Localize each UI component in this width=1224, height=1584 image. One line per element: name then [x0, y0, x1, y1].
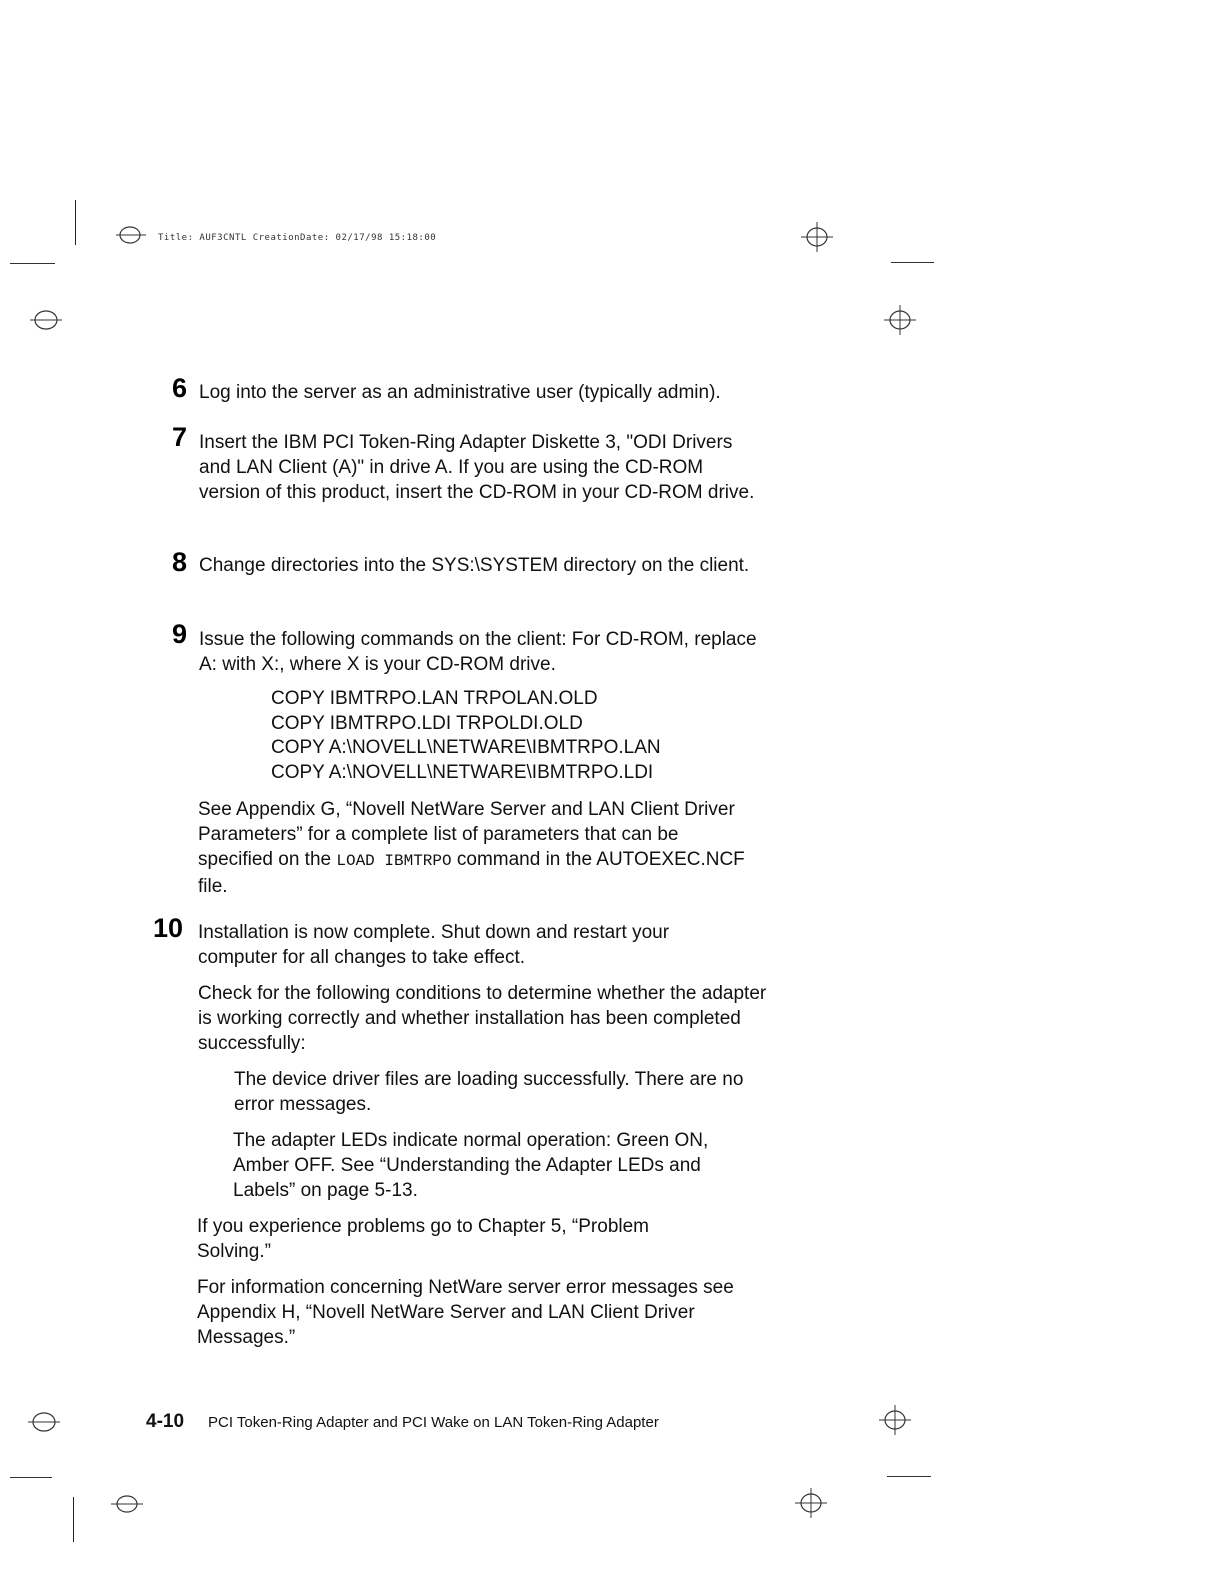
registration-mark-icon [878, 1405, 912, 1435]
step-text: Issue the following commands on the client: For CD-ROM, replace A: with X:, where X is your CD-ROM drive. [199, 629, 757, 675]
messages-reference: For information concerning NetWare server error messages see Appendix H, “Novell NetWare Server and LAN Client Driver Messages.” [197, 1277, 734, 1348]
step-number: 9 [172, 619, 188, 649]
registration-mark-icon [28, 308, 64, 332]
check-conditions: Check for the following conditions to determine whether the adapter is working correctly and whether installation has been completed successfully: [198, 983, 767, 1054]
registration-mark-icon [800, 222, 834, 252]
condition-item: The adapter LEDs indicate normal operation: Green ON, Amber OFF. See “Understanding the Adapter LEDs and Labels” on page 5-13. [233, 1130, 709, 1201]
step-text: Insert the IBM PCI Token-Ring Adapter Diskette 3, "ODI Drivers and LAN Client (A)" in drive A. If you are using the CD-ROM version of this product, insert the CD-ROM in your CD-ROM drive. [199, 432, 755, 503]
registration-mark-icon [110, 1492, 144, 1516]
command-line: COPY IBMTRPO.LDI TRPOLDI.OLD [271, 712, 583, 734]
page-number: 4-10 [146, 1411, 185, 1432]
crop-line-top-left [75, 200, 76, 245]
step-number: 7 [172, 422, 188, 452]
appendix-text-end: command in the AUTOEXEC.NCF file. [198, 849, 745, 897]
crop-line-left-top [10, 263, 55, 264]
crop-line-bottom-left [73, 1497, 74, 1542]
condition-item: The device driver files are loading successfully. There are no error messages. [234, 1069, 744, 1115]
problems-reference: If you experience problems go to Chapter 5, “Problem Solving.” [197, 1216, 650, 1262]
command-list [271, 687, 661, 785]
command-line: COPY A:\NOVELL\NETWARE\IBMTRPO.LAN [271, 737, 661, 759]
registration-mark-icon [26, 1410, 62, 1434]
step-text: Change directories into the SYS:\SYSTEM directory on the client. [199, 555, 750, 576]
command-line: COPY IBMTRPO.LAN TRPOLAN.OLD [271, 688, 598, 709]
crop-line-right-top [891, 262, 934, 263]
step-text: Installation is now complete. Shut down and restart your computer for all changes to take effect. [198, 922, 670, 968]
registration-mark-icon [883, 305, 917, 335]
command-line: COPY A:\NOVELL\NETWARE\IBMTRPO.LDI [271, 761, 654, 783]
step-number: 6 [172, 373, 188, 403]
crop-line-left-bottom [10, 1477, 52, 1478]
crop-line-right-bottom [887, 1476, 931, 1477]
step-number: 8 [172, 547, 188, 577]
appendix-reference [198, 797, 758, 899]
step-number: 10 [153, 913, 184, 943]
running-footer-title: PCI Token-Ring Adapter and PCI Wake on LAN Token-Ring Adapter [208, 1414, 659, 1431]
registration-mark-icon [116, 224, 148, 246]
load-command: LOAD IBMTRPO [336, 852, 452, 870]
print-header-meta: Title: AUF3CNTL CreationDate: 02/17/98 15:18:00 [158, 233, 437, 243]
appendix-text: See Appendix G, “Novell NetWare Server and LAN Client Driver Parameters” for a complete list of parameters that can be specified on the [198, 799, 735, 870]
registration-mark-icon [794, 1488, 828, 1518]
step-text: Log into the server as an administrative user (typically admin). [199, 382, 721, 403]
